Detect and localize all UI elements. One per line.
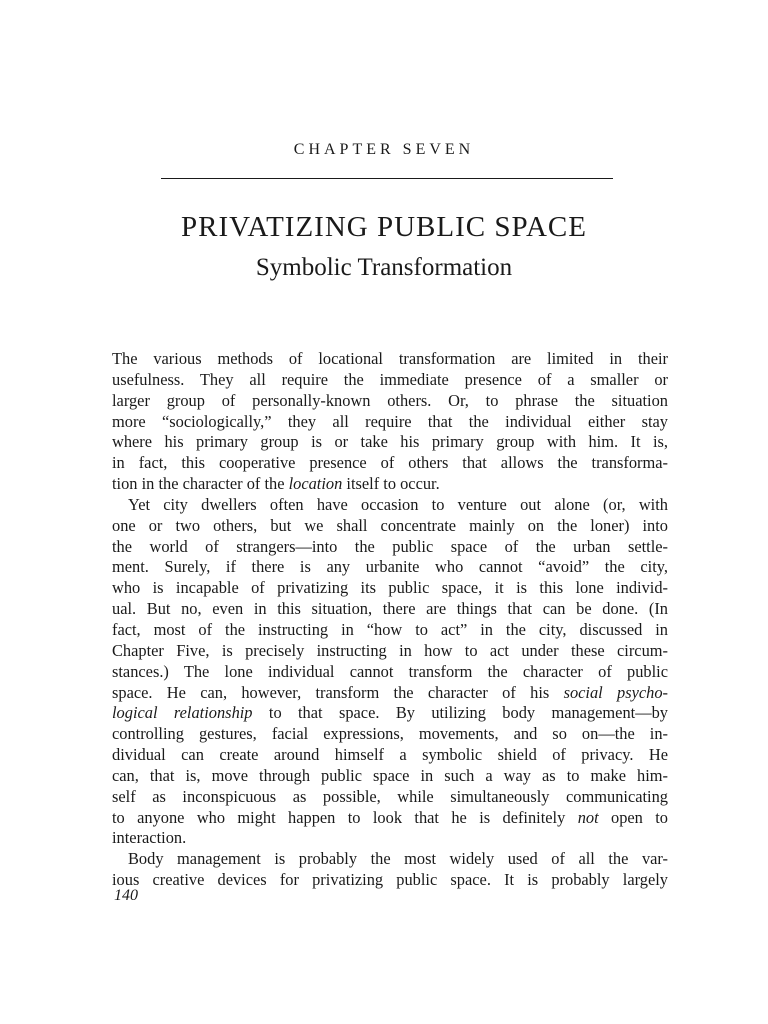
text-run: open to (598, 807, 668, 827)
text-line (112, 683, 668, 704)
text-line: Yet city dwellers often have occasion to venture out alone (or, with (128, 494, 668, 514)
emphasis: not (577, 807, 599, 827)
text-line: one or two others, but we shall concentrate mainly on the loner) into (112, 515, 668, 535)
page-number: 140 (114, 887, 138, 904)
emphasis: logical relationship (112, 703, 253, 723)
text-line: Chapter Five, is precisely instructing in how to act under these circum- (112, 640, 668, 660)
paragraph (112, 849, 668, 891)
text-line: Body management is probably the most widely used of all the var- (128, 849, 668, 869)
emphasis: location (288, 474, 343, 494)
text-line: stances.) The lone individual cannot transform the character of public (112, 661, 668, 681)
text-line: more “sociologically,” they all require that the individual either stay (112, 411, 668, 431)
paragraph (112, 349, 668, 495)
text-line (112, 474, 668, 495)
text-line: ious creative devices for privatizing public space. It is probably largely (112, 870, 668, 890)
text-line: interaction. (112, 828, 187, 848)
text-line: fact, most of the instructing in “how to act” in the city, discussed in (112, 619, 668, 639)
text-line (112, 703, 668, 724)
text-line: the world of strangers—into the public space of the urban settle- (112, 536, 668, 556)
text-line: usefulness. They all require the immediate presence of a smaller or (112, 369, 668, 389)
text-line (112, 808, 668, 829)
text-run: tion in the character of the (112, 474, 289, 494)
text-run: to anyone who might happen to look that he is definitely (112, 807, 578, 827)
text-line: where his primary group is or take his primary group with him. It is, (112, 432, 668, 452)
text-run: itself to occur. (342, 474, 440, 494)
text-line: ual. But no, even in this situation, there are things that can be done. (In (112, 599, 668, 619)
paragraph (112, 495, 668, 849)
text-run: space. He can, however, transform the character of his (112, 682, 564, 702)
text-run: to that space. By utilizing body management—by (252, 703, 668, 723)
chapter-title: PRIVATIZING PUBLIC SPACE (181, 211, 587, 243)
text-line: self as inconspicuous as possible, while simultaneously communicating (112, 786, 668, 806)
text-line: in fact, this cooperative presence of others that allows the transforma- (112, 453, 668, 473)
chapter-subtitle: Symbolic Transformation (255, 254, 513, 281)
text-line: dividual can create around himself a symbolic shield of privacy. He (112, 745, 668, 765)
text-line: who is incapable of privatizing its public space, it is this lone individ- (112, 578, 668, 598)
body-text (112, 349, 668, 891)
text-line: The various methods of locational transformation are limited in their (112, 349, 668, 368)
text-line: controlling gestures, facial expressions, movements, and so on—the in- (112, 724, 668, 744)
text-line: ment. Surely, if there is any urbanite who cannot “avoid” the city, (112, 557, 668, 577)
chapter-label: CHAPTER SEVEN (293, 141, 475, 158)
emphasis: social psycho- (563, 682, 668, 702)
chapter-rule (161, 178, 613, 179)
text-line: larger group of personally-known others. Or, to phrase the situation (112, 390, 668, 410)
text-line: can, that is, move through public space in such a way as to make him- (112, 765, 668, 785)
